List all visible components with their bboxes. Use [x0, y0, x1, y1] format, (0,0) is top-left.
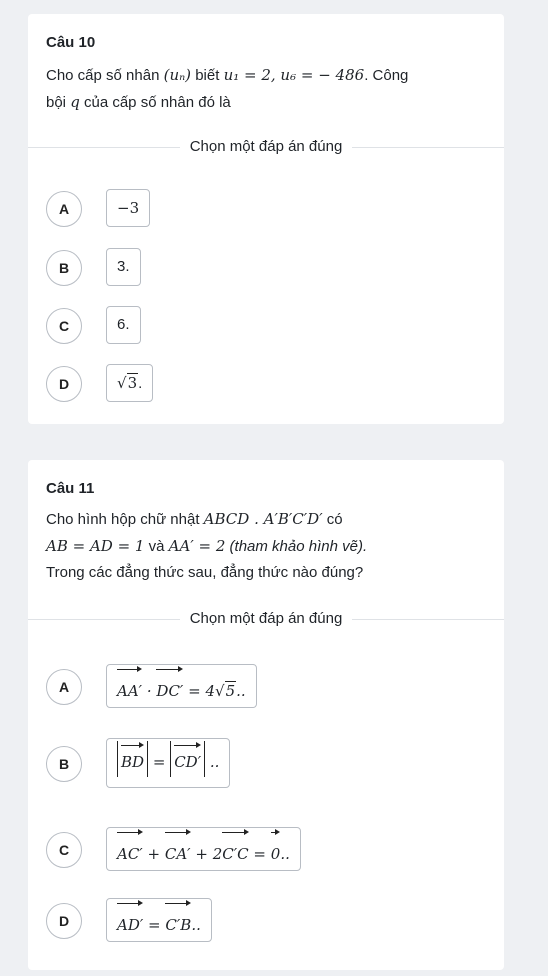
vector: DC′ [156, 665, 183, 711]
math-box-name: ABCD . A′B′C′D′ [203, 510, 323, 528]
option-letter[interactable]: C [46, 308, 82, 344]
option-letter[interactable]: B [46, 250, 82, 286]
rhs: = 4 [188, 682, 216, 700]
math-dimension: AA′ = 2 [168, 537, 226, 555]
sqrt-expression: √3 [117, 374, 138, 392]
answer-prompt-divider [28, 138, 504, 156]
operator: · [146, 682, 152, 700]
operator: = [152, 753, 166, 771]
text-part: . Công [364, 67, 409, 84]
question-text [46, 62, 492, 116]
vector: C′B [165, 899, 191, 945]
option-answer[interactable] [106, 738, 230, 788]
question-title: Câu 10 [46, 34, 96, 51]
vector: CD′ [174, 741, 201, 777]
vector: C′C [222, 828, 248, 874]
absolute-value [170, 741, 205, 777]
question-title: Câu 11 [46, 480, 95, 497]
text-part: Cho hình hộp chữ nhật [46, 511, 200, 528]
vector: AA′ [117, 665, 142, 711]
text-part: và [148, 538, 165, 555]
vector: AC′ [117, 828, 143, 874]
option-letter[interactable]: D [46, 903, 82, 939]
math-condition: u₁ = 2, u₆ = − 486 [223, 66, 365, 84]
answer-text: 3. [117, 258, 130, 275]
math-sequence: (uₙ) [163, 66, 192, 84]
question-card-11 [28, 460, 504, 970]
operator: + 2 [195, 845, 223, 863]
text-part: biết [195, 67, 220, 84]
text-part: Trong các đẳng thức sau, đẳng thức nào đúng? [46, 564, 364, 581]
math-q: q [70, 93, 80, 111]
question-text [46, 506, 492, 586]
text-part: (tham khảo hình vẽ). [229, 538, 368, 555]
radicand: 5 [225, 682, 236, 700]
option-answer[interactable] [106, 189, 150, 227]
radicand: 3 [127, 374, 138, 392]
suffix: . [138, 375, 143, 392]
option-answer[interactable] [106, 664, 257, 708]
sqrt-expression: √5 [215, 682, 236, 700]
answer-prompt: Chọn một đáp án đúng [180, 610, 353, 627]
answer-prompt-divider [28, 610, 504, 628]
vector: 0 [271, 828, 281, 874]
vector: CA′ [165, 828, 191, 874]
suffix: .. [209, 753, 220, 771]
option-answer[interactable] [106, 364, 153, 402]
math-dimension: AB = AD = 1 [46, 537, 145, 555]
option-answer[interactable] [106, 898, 212, 942]
absolute-value [117, 741, 148, 777]
text-part: bội [46, 94, 67, 111]
option-answer[interactable] [106, 248, 141, 286]
vector: BD [121, 741, 144, 777]
operator: = [253, 845, 266, 863]
text-part: của cấp số nhân đó là [83, 94, 231, 111]
question-card-10 [28, 14, 504, 424]
answer-text: −3 [117, 199, 140, 217]
option-answer[interactable] [106, 306, 141, 344]
suffix: .. [191, 916, 201, 934]
suffix: .. [236, 682, 246, 700]
option-letter[interactable]: B [46, 746, 82, 782]
operator: = [148, 916, 161, 934]
option-answer[interactable] [106, 827, 301, 871]
answer-prompt: Chọn một đáp án đúng [180, 138, 353, 155]
option-letter[interactable]: D [46, 366, 82, 402]
option-letter[interactable]: A [46, 669, 82, 705]
option-letter[interactable]: A [46, 191, 82, 227]
suffix: .. [280, 845, 290, 863]
operator: + [147, 845, 161, 863]
text-part: Cho cấp số nhân [46, 67, 160, 84]
text-part: có [326, 511, 343, 528]
vector: AD′ [117, 899, 143, 945]
answer-text: 6. [117, 316, 130, 333]
option-letter[interactable]: C [46, 832, 82, 868]
